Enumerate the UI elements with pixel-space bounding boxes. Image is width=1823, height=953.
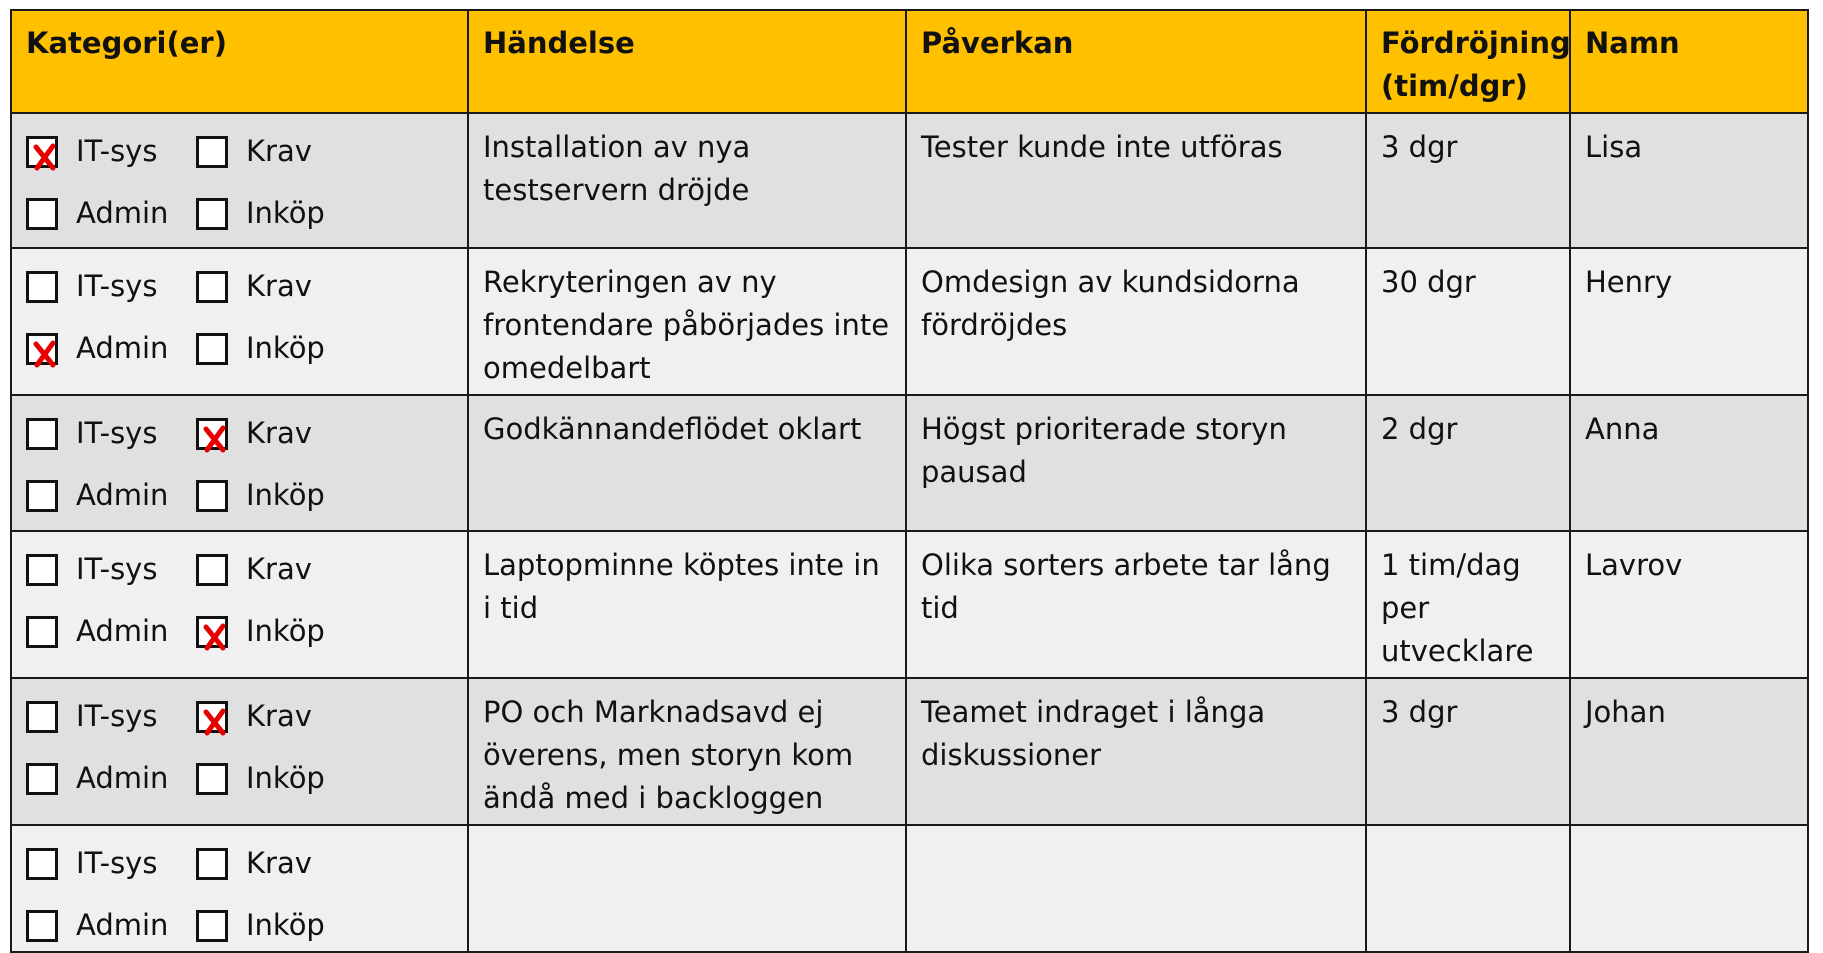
checkbox-unchecked[interactable] [26, 198, 58, 230]
checkbox-checked[interactable] [196, 616, 228, 648]
category-checkbox-grid [26, 126, 453, 235]
checkbox-unchecked[interactable] [26, 418, 58, 450]
category-it-sys[interactable] [26, 130, 196, 173]
delay-cell: 30 dgr [1366, 248, 1570, 395]
checkbox-checked[interactable] [196, 418, 228, 450]
checkbox-checked[interactable] [196, 701, 228, 733]
category-cell [11, 113, 468, 248]
x-mark-icon [33, 338, 57, 368]
x-mark-icon [33, 141, 57, 171]
name-cell: Lavrov [1570, 531, 1808, 678]
category-inkop[interactable] [196, 474, 376, 517]
category-inkop[interactable] [196, 757, 376, 800]
table-body [11, 113, 1808, 952]
category-krav[interactable] [196, 265, 376, 308]
checkbox-unchecked[interactable] [196, 763, 228, 795]
category-admin[interactable] [26, 904, 196, 947]
checkbox-checked[interactable] [26, 136, 58, 168]
category-it-sys[interactable] [26, 265, 196, 308]
checkbox-label: IT-sys [76, 552, 158, 586]
name-cell: Johan [1570, 678, 1808, 825]
checkbox-label: Inköp [246, 908, 325, 942]
category-krav[interactable] [196, 548, 376, 591]
header-event: Händelse [468, 10, 906, 113]
checkbox-label: Admin [76, 908, 169, 942]
category-admin[interactable] [26, 327, 196, 370]
impact-cell: Omdesign av kundsidorna fördröjdes [906, 248, 1366, 395]
category-krav[interactable] [196, 842, 376, 885]
category-it-sys[interactable] [26, 842, 196, 885]
category-it-sys[interactable] [26, 548, 196, 591]
checkbox-unchecked[interactable] [26, 910, 58, 942]
checkbox-label: Admin [76, 196, 169, 230]
x-mark-icon [203, 706, 227, 736]
checkbox-unchecked[interactable] [196, 333, 228, 365]
checkbox-label: Krav [246, 269, 312, 303]
header-category: Kategori(er) [11, 10, 468, 113]
impact-cell: Olika sorters arbete tar lång tid [906, 531, 1366, 678]
name-cell: Lisa [1570, 113, 1808, 248]
checkbox-unchecked[interactable] [196, 480, 228, 512]
checkbox-unchecked[interactable] [26, 701, 58, 733]
category-checkbox-grid [26, 544, 453, 653]
category-checkbox-grid [26, 691, 453, 800]
table-row [11, 678, 1808, 825]
delay-cell: 1 tim/dag per utvecklare [1366, 531, 1570, 678]
table-row [11, 113, 1808, 248]
delay-cell [1366, 825, 1570, 952]
category-krav[interactable] [196, 130, 376, 173]
category-inkop[interactable] [196, 327, 376, 370]
header-impact: Påverkan [906, 10, 1366, 113]
header-row [11, 10, 1808, 113]
checkbox-unchecked[interactable] [26, 554, 58, 586]
x-mark-icon [203, 423, 227, 453]
checkbox-label: Krav [246, 134, 312, 168]
checkbox-label: Inköp [246, 478, 325, 512]
category-inkop[interactable] [196, 192, 376, 235]
event-cell [468, 825, 906, 952]
event-cell: PO och Marknadsavd ej överens, men storyn kom ändå med i backloggen [468, 678, 906, 825]
checkbox-unchecked[interactable] [196, 271, 228, 303]
category-checkbox-grid [26, 838, 453, 947]
impact-cell: Teamet indraget i långa diskussioner [906, 678, 1366, 825]
category-admin[interactable] [26, 757, 196, 800]
checkbox-label: Inköp [246, 614, 325, 648]
event-cell: Godkännandeflödet oklart [468, 395, 906, 531]
category-cell [11, 395, 468, 531]
checkbox-label: IT-sys [76, 846, 158, 880]
checkbox-unchecked[interactable] [26, 763, 58, 795]
checkbox-checked[interactable] [26, 333, 58, 365]
category-inkop[interactable] [196, 904, 376, 947]
delay-cell: 3 dgr [1366, 678, 1570, 825]
checkbox-unchecked[interactable] [196, 910, 228, 942]
delay-cell: 3 dgr [1366, 113, 1570, 248]
table-row [11, 248, 1808, 395]
checkbox-unchecked[interactable] [26, 616, 58, 648]
event-cell: Laptopminne köptes inte in i tid [468, 531, 906, 678]
category-admin[interactable] [26, 610, 196, 653]
header-delay [1366, 10, 1570, 113]
impact-cell: Högst prioriterade storyn pausad [906, 395, 1366, 531]
checkbox-label: IT-sys [76, 269, 158, 303]
category-cell [11, 678, 468, 825]
checkbox-label: Inköp [246, 761, 325, 795]
delay-log-table [10, 9, 1809, 953]
checkbox-unchecked[interactable] [26, 271, 58, 303]
name-cell: Henry [1570, 248, 1808, 395]
x-mark-icon [203, 621, 227, 651]
checkbox-unchecked[interactable] [196, 198, 228, 230]
checkbox-unchecked[interactable] [26, 480, 58, 512]
header-delay-line1: Fördröjning [1381, 26, 1571, 60]
checkbox-label: Admin [76, 614, 169, 648]
name-cell: Anna [1570, 395, 1808, 531]
checkbox-unchecked[interactable] [196, 554, 228, 586]
checkbox-label: IT-sys [76, 134, 158, 168]
name-cell [1570, 825, 1808, 952]
category-cell [11, 825, 468, 952]
category-it-sys[interactable] [26, 412, 196, 455]
checkbox-label: IT-sys [76, 416, 158, 450]
checkbox-label: Krav [246, 416, 312, 450]
category-admin[interactable] [26, 192, 196, 235]
checkbox-label: Admin [76, 331, 169, 365]
checkbox-unchecked[interactable] [196, 136, 228, 168]
table-row [11, 531, 1808, 678]
header-delay-line2: (tim/dgr) [1381, 69, 1528, 103]
category-cell [11, 531, 468, 678]
impact-cell [906, 825, 1366, 952]
table-row [11, 395, 1808, 531]
category-checkbox-grid [26, 261, 453, 370]
checkbox-label: Admin [76, 761, 169, 795]
table-container [10, 9, 1809, 953]
category-inkop[interactable] [196, 610, 376, 653]
category-cell [11, 248, 468, 395]
delay-cell: 2 dgr [1366, 395, 1570, 531]
checkbox-unchecked[interactable] [26, 848, 58, 880]
category-krav[interactable] [196, 412, 376, 455]
checkbox-label: IT-sys [76, 699, 158, 733]
table-row-partial [11, 825, 1808, 952]
event-cell: Installation av nya testservern dröjde [468, 113, 906, 248]
checkbox-label: Krav [246, 846, 312, 880]
category-admin[interactable] [26, 474, 196, 517]
checkbox-label: Admin [76, 478, 169, 512]
checkbox-unchecked[interactable] [196, 848, 228, 880]
header-name: Namn [1570, 10, 1808, 113]
event-cell: Rekryteringen av ny frontendare påbörjades inte omedelbart [468, 248, 906, 395]
category-checkbox-grid [26, 408, 453, 517]
checkbox-label: Krav [246, 552, 312, 586]
impact-cell: Tester kunde inte utföras [906, 113, 1366, 248]
checkbox-label: Inköp [246, 196, 325, 230]
category-krav[interactable] [196, 695, 376, 738]
category-it-sys[interactable] [26, 695, 196, 738]
checkbox-label: Krav [246, 699, 312, 733]
checkbox-label: Inköp [246, 331, 325, 365]
